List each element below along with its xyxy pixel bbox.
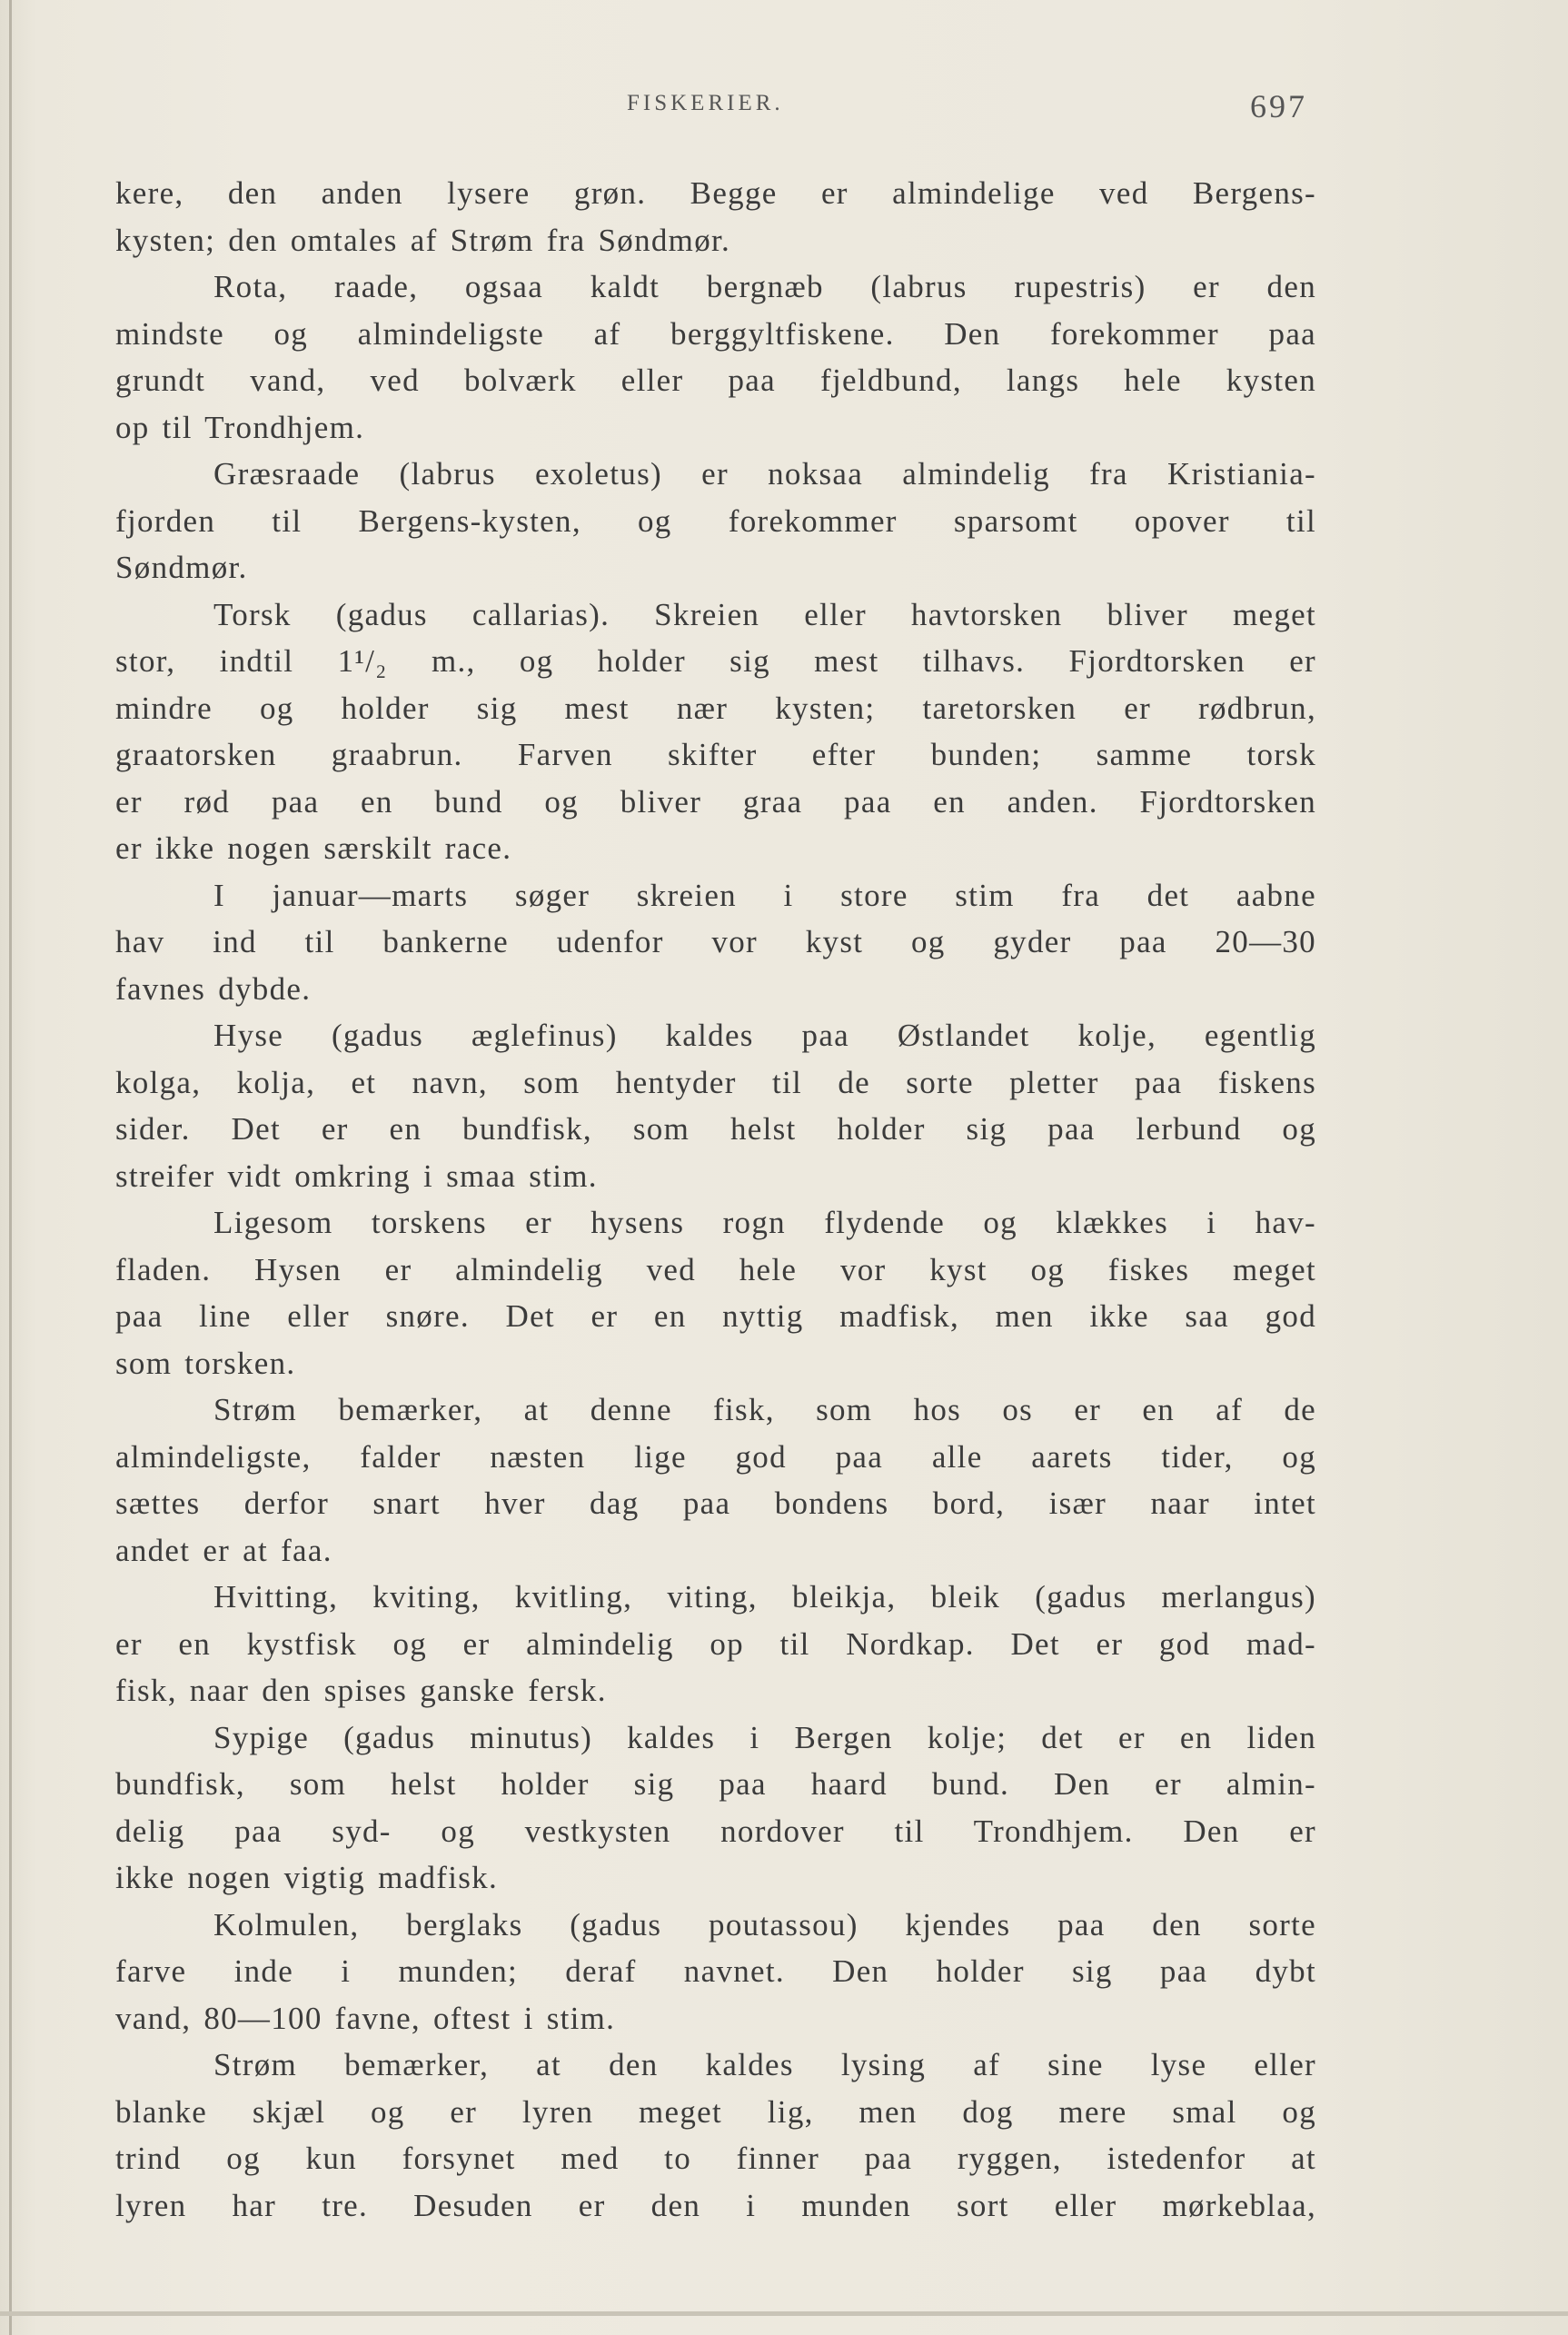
text-line: ikke nogen vigtig madfisk.: [115, 1860, 499, 1895]
text-line: almindeligste, falder næsten lige god paa alle aarets tider, og: [115, 1438, 1316, 1475]
running-head: FISKERIER.: [627, 91, 784, 115]
text-line: Strøm bemærker, at denne fisk, som hos os er en af de: [213, 1392, 1316, 1427]
text-line: fisk, naar den spises ganske fersk.: [115, 1673, 607, 1708]
text-line: mindre og holder sig mest nær kysten; taretorsken er rødbrun,: [115, 690, 1316, 726]
text-line: vand, 80—100 favne, oftest i stim.: [115, 2000, 616, 2036]
text-line: favnes dybde.: [115, 970, 312, 1007]
text-line: farve inde i munden; deraf navnet. Den holder sig paa dybt: [115, 1953, 1316, 1989]
page-number: 697: [1250, 88, 1307, 124]
text-line: trind og kun forsynet med to finner paa ryggen, istedenfor at: [115, 2141, 1316, 2176]
text-line: Hvitting, kviting, kvitling, viting, bleikja, bleik (gadus merlangus): [213, 1579, 1316, 1615]
page-edge-left: [9, 0, 12, 2335]
text-line: Torsk (gadus callarias). Skreien eller havtorsken bliver meget: [213, 596, 1316, 632]
text-line: Søndmør.: [115, 550, 248, 585]
text-line: I januar—marts søger skreien i store stim fra det aabne: [213, 877, 1316, 913]
text-line: Hyse (gadus æglefinus) kaldes paa Østlandet kolje, egentlig: [213, 1018, 1316, 1053]
body-text: [115, 170, 1316, 2229]
text-line: bundfisk, som helst holder sig paa haard bund. Den er almin-: [115, 1766, 1316, 1802]
text-line: som torsken.: [115, 1345, 296, 1381]
text-line: grundt vand, ved bolværk eller paa fjeldbund, langs hele kysten: [115, 363, 1316, 398]
text-line: blanke skjæl og er lyren meget lig, men dog mere smal og: [115, 2093, 1316, 2130]
text-line: er rød paa en bund og bliver graa paa en anden. Fjordtorsken: [115, 783, 1316, 820]
text-line: fladen. Hysen er almindelig ved hele vor kyst og fiskes meget: [115, 1251, 1316, 1287]
text-line: Græsraade (labrus exoletus) er noksaa almindelig fra Kristiania-: [213, 456, 1316, 492]
text-line: op til Trondhjem.: [115, 409, 365, 445]
text-line: sider. Det er en bundfisk, som helst holder sig paa lerbund og: [115, 1111, 1316, 1147]
text-line: stor, indtil 1¹/₂ m., og holder sig mest tilhavs. Fjordtorsken er: [115, 643, 1316, 679]
text-line: graatorsken graabrun. Farven skifter efter bunden; samme torsk: [115, 737, 1316, 772]
text-line: Strøm bemærker, at den kaldes lysing af sine lyse eller: [213, 2047, 1316, 2082]
page-edge-bottom: [0, 2311, 1568, 2316]
text-line: hav ind til bankerne udenfor vor kyst og gyder paa 20—30: [115, 924, 1316, 959]
text-line: er en kystfisk og er almindelig op til Nordkap. Det er god mad-: [115, 1625, 1316, 1662]
text-line: fjorden til Bergens-kysten, og forekommer sparsomt opover til: [115, 502, 1316, 539]
text-line: paa line eller snøre. Det er en nyttig madfisk, men ikke saa god: [115, 1298, 1316, 1334]
text-line: Sypige (gadus minutus) kaldes i Bergen kolje; det er en liden: [213, 1719, 1316, 1755]
text-line: Kolmulen, berglaks (gadus poutassou) kjendes paa den sorte: [213, 1906, 1316, 1943]
text-line: delig paa syd- og vestkysten nordover til Trondhjem. Den er: [115, 1813, 1316, 1849]
text-line: Rota, raade, ogsaa kaldt bergnæb (labrus rupestris) er den: [213, 269, 1316, 304]
text-line: mindste og almindeligste af berggyltfiskene. Den forekommer paa: [115, 315, 1316, 352]
text-line: er ikke nogen særskilt race.: [115, 830, 512, 866]
text-line: sættes derfor snart hver dag paa bondens bord, især naar intet: [115, 1485, 1316, 1521]
text-line: lyren har tre. Desuden er den i munden sort eller mørkeblaa,: [115, 2187, 1316, 2223]
text-line: kere, den anden lysere grøn. Begge er almindelige ved Bergens-: [115, 175, 1316, 211]
text-line: streifer vidt omkring i smaa stim.: [115, 1158, 598, 1194]
text-line: andet er at faa.: [115, 1532, 332, 1568]
text-line: Ligesom torskens er hysens rogn flydende og klækkes i hav-: [213, 1205, 1316, 1240]
text-line: kysten; den omtales af Strøm fra Søndmør.: [115, 222, 731, 258]
text-line: kolga, kolja, et navn, som hentyder til de sorte pletter paa fiskens: [115, 1064, 1316, 1100]
